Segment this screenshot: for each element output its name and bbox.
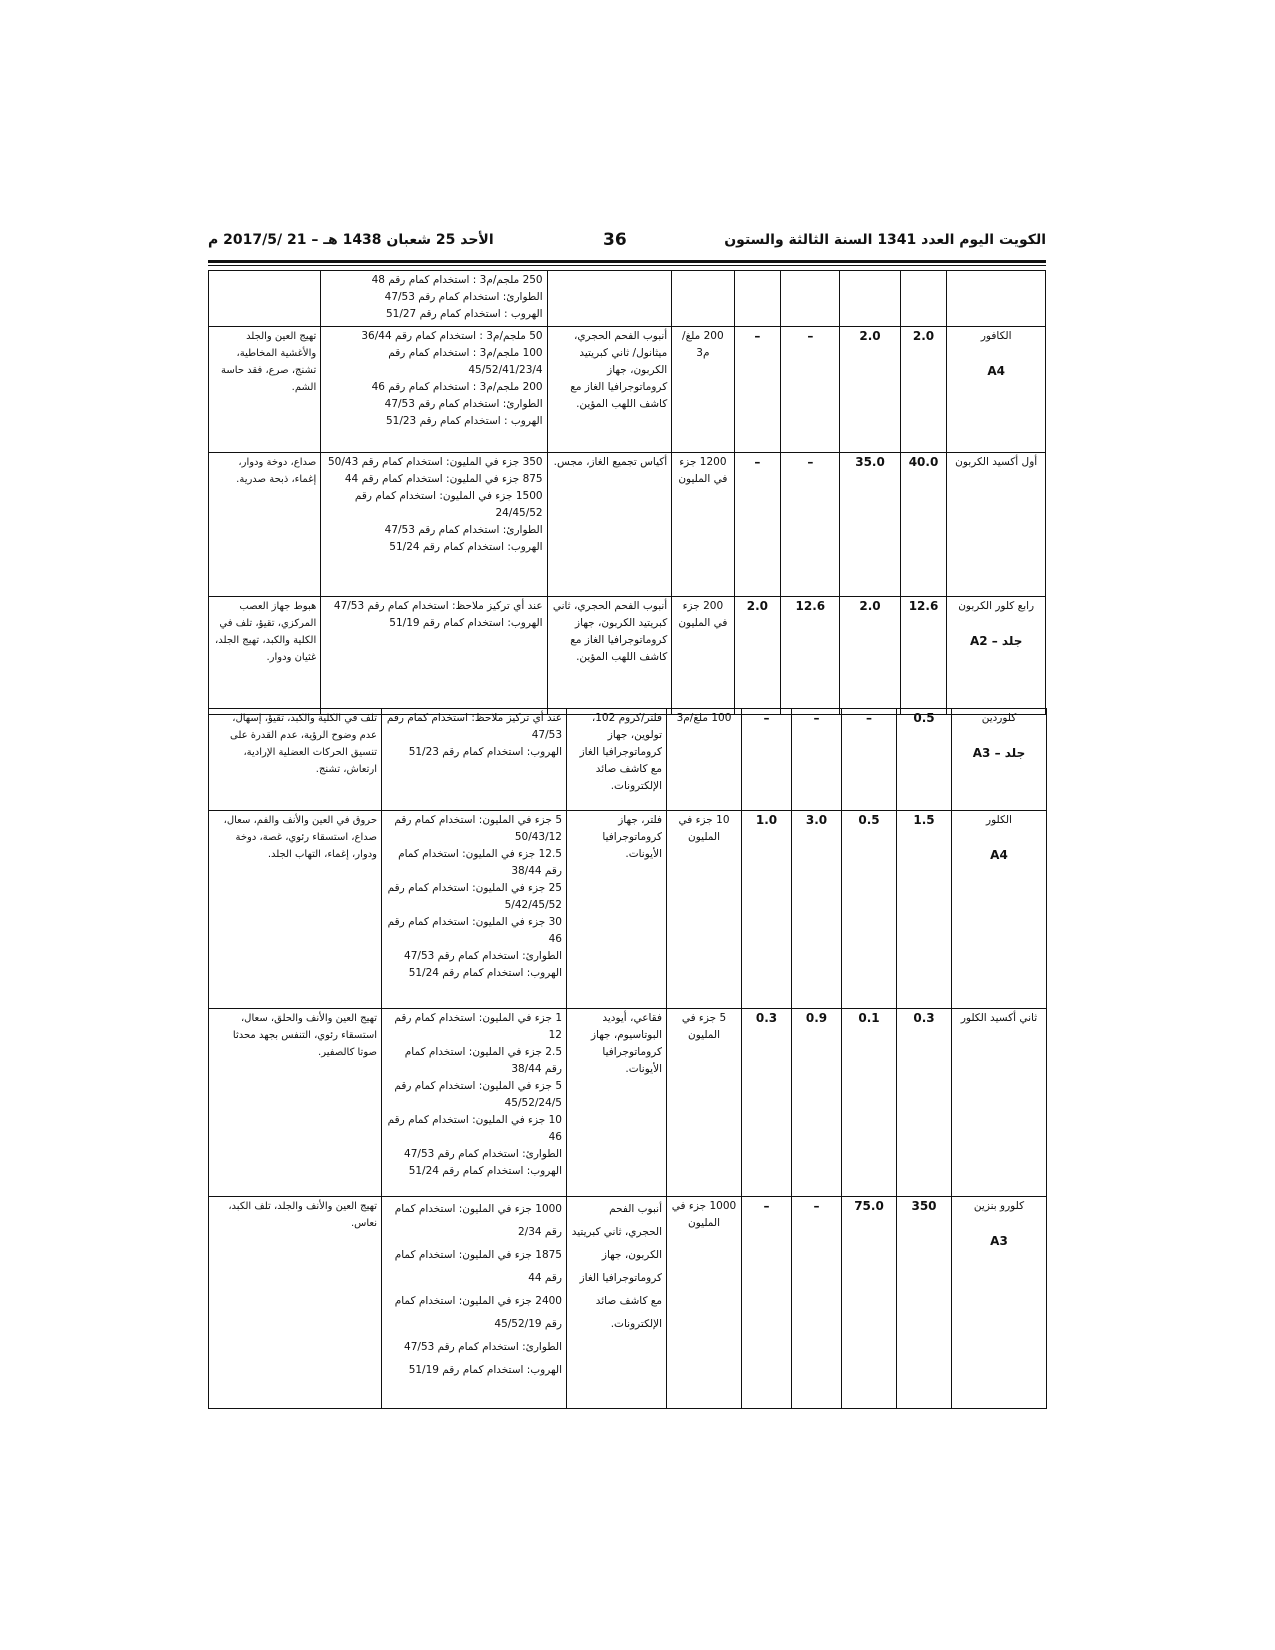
header-rule (208, 260, 1046, 263)
limit-value-cell: – (742, 709, 792, 811)
limit-value-cell: – (742, 1197, 792, 1409)
substance-name: رابع كلور الكربون (958, 600, 1035, 612)
respirator-line: 5 جزء في المليون: استخدام كمام رقم 50/43/12 (394, 814, 562, 843)
respirator-line: 200 ملجم/م3 : استخدام كمام رقم 46 (371, 381, 543, 393)
respirator-line: الهروب : استخدام كمام رقم 51/27 (385, 308, 543, 320)
limit-value-cell: 12.6 (900, 597, 947, 715)
table-row (209, 327, 1046, 453)
substance-name: كلورو بنزين (973, 1200, 1025, 1212)
sampling-method-cell (547, 271, 672, 327)
respirator-cell (382, 1009, 567, 1197)
limit-value-cell: 0.1 (842, 1009, 897, 1197)
idlh-concentration-cell: 200 جزء في المليون (672, 597, 734, 715)
table-row (209, 597, 1046, 715)
carcinogen-class: A3 (990, 1234, 1008, 1248)
table-row (209, 271, 1046, 327)
idlh-concentration-cell: 1000 جزء في المليون (667, 1197, 742, 1409)
table-row (209, 1197, 1047, 1409)
respirator-line: 1500 جزء في المليون: استخدام كمام رقم 24/45/52 (354, 490, 543, 519)
table-row (209, 811, 1047, 1009)
health-effects-cell: تهيج العين والأنف والجلد، تلف الكبد، نعاس. (209, 1197, 382, 1409)
respirator-cell (321, 327, 547, 453)
substance-cell (952, 1197, 1047, 1409)
idlh-concentration-cell: 100 ملغ/م3 (667, 709, 742, 811)
respirator-line: الهروب: استخدام كمام رقم 51/24 (408, 1165, 562, 1177)
respirator-cell (382, 1197, 567, 1409)
page-number: 36 (603, 230, 627, 250)
limit-value-cell: 3.0 (792, 811, 842, 1009)
limit-value-cell: 1.0 (742, 811, 792, 1009)
respirator-line: 1 جزء في المليون: استخدام كمام رقم 12 (394, 1012, 562, 1041)
health-effects-cell (209, 271, 321, 327)
limit-value-cell: 2.0 (734, 597, 781, 715)
health-effects-cell: صداع، دوخة ودوار، إغماء، ذبحة صدرية. (209, 453, 321, 597)
limit-value-cell: – (792, 1197, 842, 1409)
respirator-cell (382, 811, 567, 1009)
limit-value-cell (734, 271, 781, 327)
upper-table-body (209, 271, 1046, 715)
idlh-concentration-cell: 10 جزء في المليون (667, 811, 742, 1009)
respirator-line: الهروب: استخدام كمام رقم 51/24 (408, 967, 562, 979)
limit-value-cell: – (734, 327, 781, 453)
respirator-line: 1875 جزء في المليون: استخدام كمام رقم 44 (394, 1249, 562, 1284)
substance-name: أول أكسيد الكربون (955, 456, 1038, 468)
respirator-line: 2.5 جزء في المليون: استخدام كمام رقم 38/44 (404, 1046, 562, 1075)
respirator-line: الهروب: استخدام كمام رقم 51/19 (389, 617, 543, 629)
limit-value-cell: 0.5 (897, 709, 952, 811)
substance-cell (947, 271, 1046, 327)
limit-value-cell: 12.6 (781, 597, 840, 715)
limit-value-cell: – (781, 453, 840, 597)
limit-value-cell: 2.0 (840, 327, 900, 453)
respirator-line: 10 جزء في المليون: استخدام كمام رقم 46 (387, 1114, 562, 1143)
substance-name: الكلور (986, 814, 1012, 826)
respirator-line: الهروب: استخدام كمام رقم 51/24 (389, 541, 543, 553)
substance-name: الكافور (980, 330, 1012, 342)
limit-value-cell: 40.0 (900, 453, 947, 597)
respirator-line: 350 جزء في المليون: استخدام كمام رقم 50/43 (327, 456, 543, 468)
carcinogen-class: A4 (990, 848, 1008, 862)
health-effects-cell: هبوط جهاز العصب المركزي، تقيؤ، تلف في الكلية والكبد، تهيج الجلد، غثيان ودوار. (209, 597, 321, 715)
sampling-method-cell: أكياس تجميع الغاز، مجس. (547, 453, 672, 597)
respirator-line: الهروب : استخدام كمام رقم 51/23 (385, 415, 543, 427)
substance-name: كلوردين (981, 712, 1017, 724)
idlh-concentration-cell: 1200 جزء في المليون (672, 453, 734, 597)
table-row (209, 453, 1046, 597)
substance-cell (947, 453, 1046, 597)
limit-value-cell: 0.5 (842, 811, 897, 1009)
limit-value-cell: 0.9 (792, 1009, 842, 1197)
respirator-cell (321, 597, 547, 715)
substance-cell (952, 811, 1047, 1009)
respirator-line: 1000 جزء في المليون: استخدام كمام رقم 2/34 (394, 1203, 562, 1238)
gazette-title: الكويت اليوم العدد 1341 السنة الثالثة والستون (724, 232, 1046, 248)
respirator-line: الطوارئ: استخدام كمام رقم 47/53 (384, 398, 543, 410)
limit-value-cell: – (781, 327, 840, 453)
limit-value-cell: 2.0 (900, 327, 947, 453)
respirator-line: الطوارئ: استخدام كمام رقم 47/53 (384, 524, 543, 536)
header-rule-thin (208, 265, 1046, 266)
respirator-line: 875 جزء في المليون: استخدام كمام رقم 44 (344, 473, 543, 485)
respirator-line: الطوارئ: استخدام كمام رقم 47/53 (384, 291, 543, 303)
limit-value-cell: – (734, 453, 781, 597)
limit-value-cell: 2.0 (840, 597, 900, 715)
health-effects-cell: تهيج العين والأنف والحلق، سعال، استسقاء رئوي، التنفس بجهد محدثا صوتا كالصفير. (209, 1009, 382, 1197)
respirator-line: الطوارئ: استخدام كمام رقم 47/53 (404, 1148, 562, 1160)
respirator-line: 5 جزء في المليون: استخدام كمام رقم 45/52/24/5 (394, 1080, 562, 1109)
limit-value-cell (900, 271, 947, 327)
exposure-table-lower (208, 708, 1047, 1409)
carcinogen-class: جلد – A3 (972, 746, 1026, 760)
respirator-cell (321, 453, 547, 597)
substance-cell (952, 1009, 1047, 1197)
sampling-method-cell: فقاعي، أيوديد البوتاسيوم، جهاز كروماتوجرافيا الأيونات. (567, 1009, 667, 1197)
health-effects-cell: تلف في الكلية والكبد، تقيؤ، إسهال، عدم وضوح الرؤية، عدم القدرة على تنسيق الحركات العضلية الإرادية، ارتعاش، تشنج. (209, 709, 382, 811)
sampling-method-cell: فلتر، جهاز كروماتوجرافيا الأيونات. (567, 811, 667, 1009)
respirator-line: الطوارئ: استخدام كمام رقم 47/53 (404, 1341, 562, 1353)
carcinogen-class: جلد – A2 (969, 634, 1023, 648)
limit-value-cell (840, 271, 900, 327)
respirator-line: الهروب: استخدام كمام رقم 51/23 (408, 746, 562, 758)
sampling-method-cell: أنبوب الفحم الحجري، ثاني كبريتيد الكربون، جهاز كروماتوجرافيا الغاز مع كاشف اللهب المؤين. (547, 597, 672, 715)
health-effects-cell: تهيج العين والجلد والأغشية المخاطية، تشنج، صرع، فقد حاسة الشم. (209, 327, 321, 453)
limit-value-cell: 0.3 (897, 1009, 952, 1197)
idlh-concentration-cell: 5 جزء في المليون (667, 1009, 742, 1197)
respirator-cell (321, 271, 547, 327)
issue-date: الأحد 25 شعبان 1438 هـ – 21 /2017/5 م (208, 232, 494, 248)
limit-value-cell: 350 (897, 1197, 952, 1409)
substance-name: ثاني أكسيد الكلور (960, 1012, 1038, 1024)
respirator-line: 12.5 جزء في المليون: استخدام كمام رقم 38/44 (398, 848, 562, 877)
respirator-line: الهروب: استخدام كمام رقم 51/19 (408, 1364, 562, 1376)
respirator-line: 30 جزء في المليون: استخدام كمام رقم 46 (387, 916, 562, 945)
respirator-line: الطوارئ: استخدام كمام رقم 47/53 (404, 950, 562, 962)
limit-value-cell (781, 271, 840, 327)
exposure-table-upper (208, 270, 1046, 715)
respirator-cell (382, 709, 567, 811)
table-row (209, 1009, 1047, 1197)
limit-value-cell: – (792, 709, 842, 811)
limit-value-cell: 75.0 (842, 1197, 897, 1409)
substance-cell (952, 709, 1047, 811)
respirator-line: 250 ملجم/م3 : استخدام كمام رقم 48 (371, 274, 543, 286)
sampling-method-cell: فلتر/كروم 102، تولوين، جهاز كروماتوجرافيا الغاز مع كاشف صائد الإلكترونات. (567, 709, 667, 811)
lower-table-body (209, 709, 1047, 1409)
sampling-method-cell: أنبوب الفحم الحجري، ميثانول/ ثاني كبريتيد الكربون، جهاز كروماتوجرافيا الغاز مع كاشف اللهب المؤين. (547, 327, 672, 453)
table-row (209, 709, 1047, 811)
substance-cell (947, 597, 1046, 715)
respirator-line: 100 ملجم/م3 : استخدام كمام رقم 45/52/41/23/4 (388, 347, 543, 376)
limit-value-cell: – (842, 709, 897, 811)
respirator-line: 2400 جزء في المليون: استخدام كمام رقم 45/52/19 (394, 1295, 562, 1330)
page-header (208, 228, 1046, 254)
carcinogen-class: A4 (987, 364, 1005, 378)
respirator-line: 25 جزء في المليون: استخدام كمام رقم 5/42/45/52 (387, 882, 562, 911)
health-effects-cell: حروق في العين والأنف والفم، سعال، صداع، استسقاء رئوي، غصة، دوخة ودوار، إغماء، التهاب الجلد. (209, 811, 382, 1009)
sampling-method-cell: أنبوب الفحم الحجري، ثاني كبريتيد الكربون، جهاز كروماتوجرافيا الغاز مع كاشف صائد الإلكترونات. (567, 1197, 667, 1409)
idlh-concentration-cell: 200 ملغ/م3 (672, 327, 734, 453)
respirator-line: 50 ملجم/م3 : استخدام كمام رقم 36/44 (361, 330, 543, 342)
limit-value-cell: 0.3 (742, 1009, 792, 1197)
limit-value-cell: 35.0 (840, 453, 900, 597)
respirator-line: عند أي تركيز ملاحظ: استخدام كمام رقم 47/53 (386, 712, 562, 741)
respirator-line: عند أي تركيز ملاحظ: استخدام كمام رقم 47/53 (333, 600, 543, 612)
limit-value-cell: 1.5 (897, 811, 952, 1009)
idlh-concentration-cell (672, 271, 734, 327)
substance-cell (947, 327, 1046, 453)
